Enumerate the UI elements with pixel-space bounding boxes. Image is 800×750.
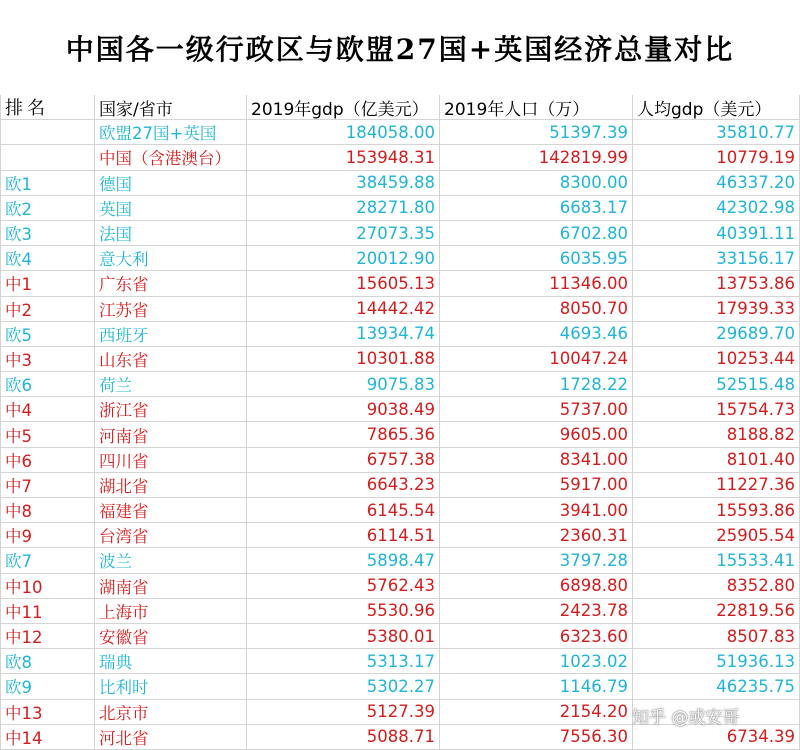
cell-gdp[interactable]: 7865.36 <box>247 422 440 447</box>
cell-per-capita[interactable]: 46235.75 <box>633 674 800 699</box>
cell-population[interactable]: 2154.20 <box>440 700 633 725</box>
cell-population[interactable]: 11346.00 <box>440 271 633 296</box>
cell-population[interactable]: 8300.00 <box>440 171 633 196</box>
cell-per-capita[interactable]: 51936.13 <box>633 649 800 674</box>
cell-rank[interactable]: 中7 <box>0 473 95 498</box>
cell-per-capita[interactable]: 52515.48 <box>633 372 800 397</box>
table-row <box>0 574 800 599</box>
cell-rank[interactable]: 中12 <box>0 624 95 649</box>
cell-rank[interactable]: 欧1 <box>0 171 95 196</box>
cell-gdp[interactable]: 6114.51 <box>247 523 440 548</box>
table-row <box>0 271 800 296</box>
cell-rank[interactable]: 中3 <box>0 347 95 372</box>
cell-gdp[interactable]: 15605.13 <box>247 271 440 296</box>
cell-rank[interactable]: 中5 <box>0 422 95 447</box>
cell-name[interactable]: 湖南省 <box>95 574 247 599</box>
cell-population[interactable]: 2360.31 <box>440 523 633 548</box>
cell-name[interactable]: 台湾省 <box>95 523 247 548</box>
header-population[interactable]: 2019年人口（万） <box>440 95 633 120</box>
table-row <box>0 196 800 221</box>
cell-population[interactable]: 3797.28 <box>440 548 633 573</box>
cell-name[interactable]: 浙江省 <box>95 397 247 422</box>
cell-rank[interactable]: 中10 <box>0 574 95 599</box>
cell-name[interactable]: 安徽省 <box>95 624 247 649</box>
table-row <box>0 322 800 347</box>
cell-per-capita[interactable]: 42302.98 <box>633 196 800 221</box>
cell-per-capita[interactable]: 11227.36 <box>633 473 800 498</box>
cell-per-capita[interactable]: 6734.39 <box>633 725 800 750</box>
header-per-capita[interactable]: 人均gdp（美元） <box>633 95 800 120</box>
cell-name[interactable]: 江苏省 <box>95 297 247 322</box>
cell-rank[interactable]: 欧2 <box>0 196 95 221</box>
cell-rank[interactable]: 中13 <box>0 700 95 725</box>
cell-population[interactable]: 142819.99 <box>440 145 633 170</box>
table-row <box>0 221 800 246</box>
cell-name[interactable]: 法国 <box>95 221 247 246</box>
header-rank[interactable]: 排名 <box>0 95 95 120</box>
cell-name[interactable]: 广东省 <box>95 271 247 296</box>
table-row <box>0 624 800 649</box>
table-row <box>0 297 800 322</box>
cell-name[interactable]: 福建省 <box>95 498 247 523</box>
cell-rank[interactable]: 欧6 <box>0 372 95 397</box>
cell-gdp[interactable]: 27073.35 <box>247 221 440 246</box>
table-row <box>0 246 800 271</box>
cell-per-capita[interactable]: 40391.11 <box>633 221 800 246</box>
watermark-text: 知乎 @或安哥 <box>632 707 740 728</box>
cell-per-capita[interactable]: 8507.83 <box>633 624 800 649</box>
cell-rank[interactable]: 欧8 <box>0 649 95 674</box>
table-title: 中国各一级行政区与欧盟27国+英国经济总量对比 <box>65 32 735 66</box>
cell-gdp[interactable]: 5313.17 <box>247 649 440 674</box>
cell-name[interactable]: 欧盟27国+英国 <box>95 120 247 145</box>
cell-rank[interactable]: 欧5 <box>0 322 95 347</box>
cell-rank[interactable]: 中8 <box>0 498 95 523</box>
table-row <box>0 523 800 548</box>
cell-gdp[interactable]: 38459.88 <box>247 171 440 196</box>
cell-population[interactable]: 6323.60 <box>440 624 633 649</box>
cell-gdp[interactable]: 5302.27 <box>247 674 440 699</box>
cell-rank[interactable]: 中6 <box>0 448 95 473</box>
cell-gdp[interactable]: 6145.54 <box>247 498 440 523</box>
table-row <box>0 599 800 624</box>
cell-per-capita[interactable]: 10253.44 <box>633 347 800 372</box>
cell-population[interactable]: 6035.95 <box>440 246 633 271</box>
table-row <box>0 498 800 523</box>
cell-population[interactable]: 5737.00 <box>440 397 633 422</box>
table-row <box>0 700 800 725</box>
cell-rank[interactable]: 中2 <box>0 297 95 322</box>
cell-population[interactable]: 1023.02 <box>440 649 633 674</box>
cell-gdp[interactable]: 6643.23 <box>247 473 440 498</box>
cell-gdp[interactable]: 184058.00 <box>247 120 440 145</box>
table-row <box>0 725 800 750</box>
cell-name[interactable]: 英国 <box>95 196 247 221</box>
cell-gdp[interactable]: 5898.47 <box>247 548 440 573</box>
cell-name[interactable]: 上海市 <box>95 599 247 624</box>
cell-gdp[interactable]: 5380.01 <box>247 624 440 649</box>
table-row <box>0 473 800 498</box>
cell-population[interactable]: 5917.00 <box>440 473 633 498</box>
cell-per-capita[interactable]: 8101.40 <box>633 448 800 473</box>
cell-name[interactable]: 比利时 <box>95 674 247 699</box>
cell-gdp[interactable]: 5127.39 <box>247 700 440 725</box>
table-row <box>0 120 800 145</box>
cell-population[interactable]: 8341.00 <box>440 448 633 473</box>
table-row <box>0 674 800 699</box>
cell-per-capita[interactable]: 25905.54 <box>633 523 800 548</box>
cell-per-capita[interactable]: 46337.20 <box>633 171 800 196</box>
cell-per-capita[interactable]: 8188.82 <box>633 422 800 447</box>
cell-rank[interactable] <box>0 145 95 170</box>
cell-per-capita[interactable]: 29689.70 <box>633 322 800 347</box>
cell-rank[interactable]: 中1 <box>0 271 95 296</box>
cell-rank[interactable]: 欧4 <box>0 246 95 271</box>
cell-per-capita[interactable]: 33156.17 <box>633 246 800 271</box>
cell-per-capita[interactable]: 35810.77 <box>633 120 800 145</box>
cell-rank[interactable]: 中4 <box>0 397 95 422</box>
cell-population[interactable]: 6702.80 <box>440 221 633 246</box>
cell-name[interactable]: 荷兰 <box>95 372 247 397</box>
cell-name[interactable]: 湖北省 <box>95 473 247 498</box>
cell-gdp[interactable]: 153948.31 <box>247 145 440 170</box>
cell-rank[interactable]: 中14 <box>0 725 95 750</box>
cell-name[interactable]: 德国 <box>95 171 247 196</box>
cell-per-capita[interactable]: 17939.33 <box>633 297 800 322</box>
table-row <box>0 171 800 196</box>
cell-gdp[interactable]: 20012.90 <box>247 246 440 271</box>
cell-per-capita[interactable]: 15593.86 <box>633 498 800 523</box>
cell-name[interactable]: 河北省 <box>95 725 247 750</box>
cell-population[interactable]: 6683.17 <box>440 196 633 221</box>
cell-population[interactable]: 2423.78 <box>440 599 633 624</box>
cell-population[interactable]: 6898.80 <box>440 574 633 599</box>
header-gdp[interactable]: 2019年gdp（亿美元） <box>247 95 440 120</box>
header-name[interactable]: 国家/省市 <box>95 95 247 120</box>
cell-name[interactable]: 山东省 <box>95 347 247 372</box>
table-row <box>0 347 800 372</box>
cell-population[interactable]: 10047.24 <box>440 347 633 372</box>
table-row <box>0 397 800 422</box>
cell-name[interactable]: 河南省 <box>95 422 247 447</box>
cell-per-capita[interactable]: 15533.41 <box>633 548 800 573</box>
data-table <box>0 95 800 750</box>
cell-name[interactable]: 瑞典 <box>95 649 247 674</box>
cell-gdp[interactable]: 9038.49 <box>247 397 440 422</box>
cell-name[interactable]: 四川省 <box>95 448 247 473</box>
cell-gdp[interactable]: 13934.74 <box>247 322 440 347</box>
cell-rank[interactable]: 中9 <box>0 523 95 548</box>
cell-name[interactable]: 意大利 <box>95 246 247 271</box>
cell-per-capita[interactable] <box>633 700 800 725</box>
cell-gdp[interactable]: 5088.71 <box>247 725 440 750</box>
cell-population[interactable]: 51397.39 <box>440 120 633 145</box>
table-row <box>0 422 800 447</box>
table-row <box>0 448 800 473</box>
cell-per-capita[interactable]: 10779.19 <box>633 145 800 170</box>
cell-population[interactable]: 9605.00 <box>440 422 633 447</box>
table-row <box>0 372 800 397</box>
cell-rank[interactable] <box>0 120 95 145</box>
header-row <box>0 95 800 120</box>
table-row <box>0 548 800 573</box>
cell-name[interactable]: 西班牙 <box>95 322 247 347</box>
cell-rank[interactable]: 欧9 <box>0 674 95 699</box>
cell-per-capita[interactable]: 13753.86 <box>633 271 800 296</box>
cell-rank[interactable]: 欧7 <box>0 548 95 573</box>
cell-population[interactable]: 4693.46 <box>440 322 633 347</box>
cell-rank[interactable]: 中11 <box>0 599 95 624</box>
cell-gdp[interactable]: 6757.38 <box>247 448 440 473</box>
cell-population[interactable]: 1146.79 <box>440 674 633 699</box>
cell-population[interactable]: 8050.70 <box>440 297 633 322</box>
cell-name[interactable]: 中国（含港澳台） <box>95 145 247 170</box>
cell-gdp[interactable]: 9075.83 <box>247 372 440 397</box>
table-row <box>0 649 800 674</box>
cell-name[interactable]: 波兰 <box>95 548 247 573</box>
cell-per-capita[interactable]: 22819.56 <box>633 599 800 624</box>
cell-per-capita[interactable]: 15754.73 <box>633 397 800 422</box>
cell-rank[interactable]: 欧3 <box>0 221 95 246</box>
cell-population[interactable]: 1728.22 <box>440 372 633 397</box>
cell-gdp[interactable]: 28271.80 <box>247 196 440 221</box>
cell-per-capita[interactable]: 8352.80 <box>633 574 800 599</box>
cell-gdp[interactable]: 10301.88 <box>247 347 440 372</box>
cell-gdp[interactable]: 5530.96 <box>247 599 440 624</box>
cell-gdp[interactable]: 14442.42 <box>247 297 440 322</box>
cell-population[interactable]: 7556.30 <box>440 725 633 750</box>
table-row <box>0 145 800 170</box>
cell-name[interactable]: 北京市 <box>95 700 247 725</box>
cell-gdp[interactable]: 5762.43 <box>247 574 440 599</box>
cell-population[interactable]: 3941.00 <box>440 498 633 523</box>
